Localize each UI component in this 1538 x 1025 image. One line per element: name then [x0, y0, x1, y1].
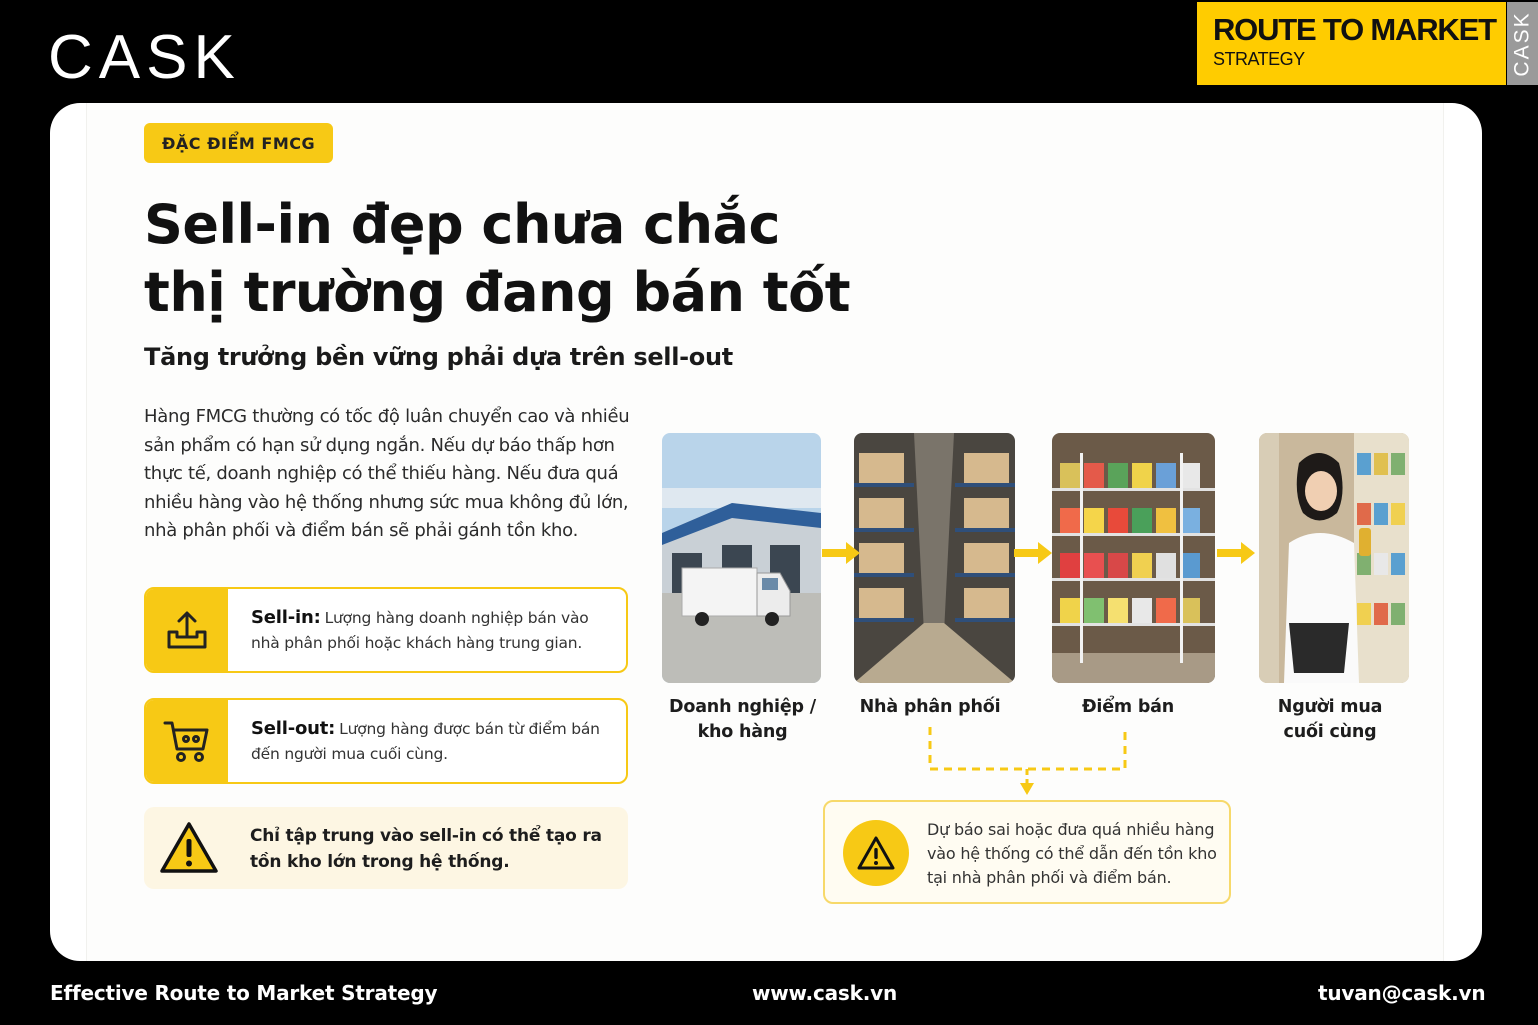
step-4-line-1: Người mua — [1277, 697, 1383, 717]
step-2-line-1: Nhà phân phối — [859, 697, 1001, 717]
route-to-market-badge — [1197, 2, 1506, 85]
flow-step-label — [1050, 695, 1206, 720]
sell-out-text — [251, 716, 616, 767]
sell-out-term: Sell-out: — [251, 718, 336, 739]
badge-side-label — [1507, 2, 1538, 85]
flow-arrow-icon — [1217, 540, 1257, 566]
content-card — [50, 103, 1482, 961]
warning-box — [144, 807, 628, 889]
step-1-line-2: kho hàng — [697, 722, 788, 742]
warehouse-truck-photo — [662, 433, 821, 683]
badge-title: ROUTE TO MARKET — [1213, 12, 1496, 47]
title-line-2: thị trường đang bán tốt — [144, 261, 851, 324]
flow-step-label — [660, 695, 825, 745]
step-1-line-1: Doanh nghiệp / — [669, 697, 816, 717]
shopping-cart-icon — [146, 700, 228, 782]
section-tag: ĐẶC ĐIỂM FMCG — [144, 123, 333, 163]
page-title — [144, 191, 850, 327]
shopper-photo — [1259, 433, 1409, 683]
flow-step-label — [850, 695, 1010, 720]
step-4-line-2: cuối cùng — [1283, 722, 1377, 742]
sell-in-term: Sell-in: — [251, 607, 321, 628]
flow-step-label — [1254, 695, 1406, 745]
title-line-1: Sell-in đẹp chưa chắc — [144, 193, 780, 256]
sell-in-desc: Lượng hàng doanh nghiệp bán vào nhà phân phối hoặc khách hàng trung gian. — [251, 609, 589, 652]
footer-tagline: Effective Route to Market Strategy — [50, 981, 438, 1005]
step-3-line-1: Điểm bán — [1081, 697, 1175, 717]
retail-shelf-photo — [1052, 433, 1215, 683]
footer-email-link[interactable]: tuvan@cask.vn — [1318, 981, 1486, 1005]
forecast-warning-text: Dự báo sai hoặc đưa quá nhiều hàng vào hệ thống có thể dẫn đến tồn kho tại nhà phân phối và điểm bán. — [927, 820, 1217, 887]
sell-out-desc: Lượng hàng được bán từ điểm bán đến người mua cuối cùng. — [251, 720, 600, 763]
upload-tray-icon — [146, 589, 228, 671]
sell-in-text — [251, 605, 616, 656]
badge-side-text: CASK — [1510, 10, 1534, 77]
sell-out-definition — [144, 698, 628, 784]
sell-in-definition — [144, 587, 628, 673]
badge-subtitle: STRATEGY — [1213, 49, 1305, 69]
forecast-warning-note — [823, 800, 1231, 904]
warning-triangle-icon — [158, 819, 220, 877]
footer-website-link[interactable]: www.cask.vn — [752, 981, 897, 1005]
flow-arrow-icon — [822, 540, 862, 566]
flow-arrow-icon — [1014, 540, 1054, 566]
warning-circle-icon — [843, 820, 909, 886]
cask-logo: CASK — [48, 23, 241, 92]
dashed-connector — [922, 723, 1132, 803]
distribution-warehouse-photo — [854, 433, 1015, 683]
body-paragraph: Hàng FMCG thường có tốc độ luân chuyển cao và nhiều sản phẩm có hạn sử dụng ngắn. Nếu dự báo thấp hơn thực tế, doanh nghiệp có thể thiếu hàng. Nếu đưa quá nhiều hàng vào hệ thống nhưng sức mua không đủ lớn, nhà phân phối và điểm bán sẽ phải gánh tồn kho. — [144, 406, 630, 542]
warning-text: Chỉ tập trung vào sell-in có thể tạo ra tồn kho lớn trong hệ thống. — [250, 826, 602, 872]
page-subtitle: Tăng trưởng bền vững phải dựa trên sell-out — [144, 343, 733, 371]
